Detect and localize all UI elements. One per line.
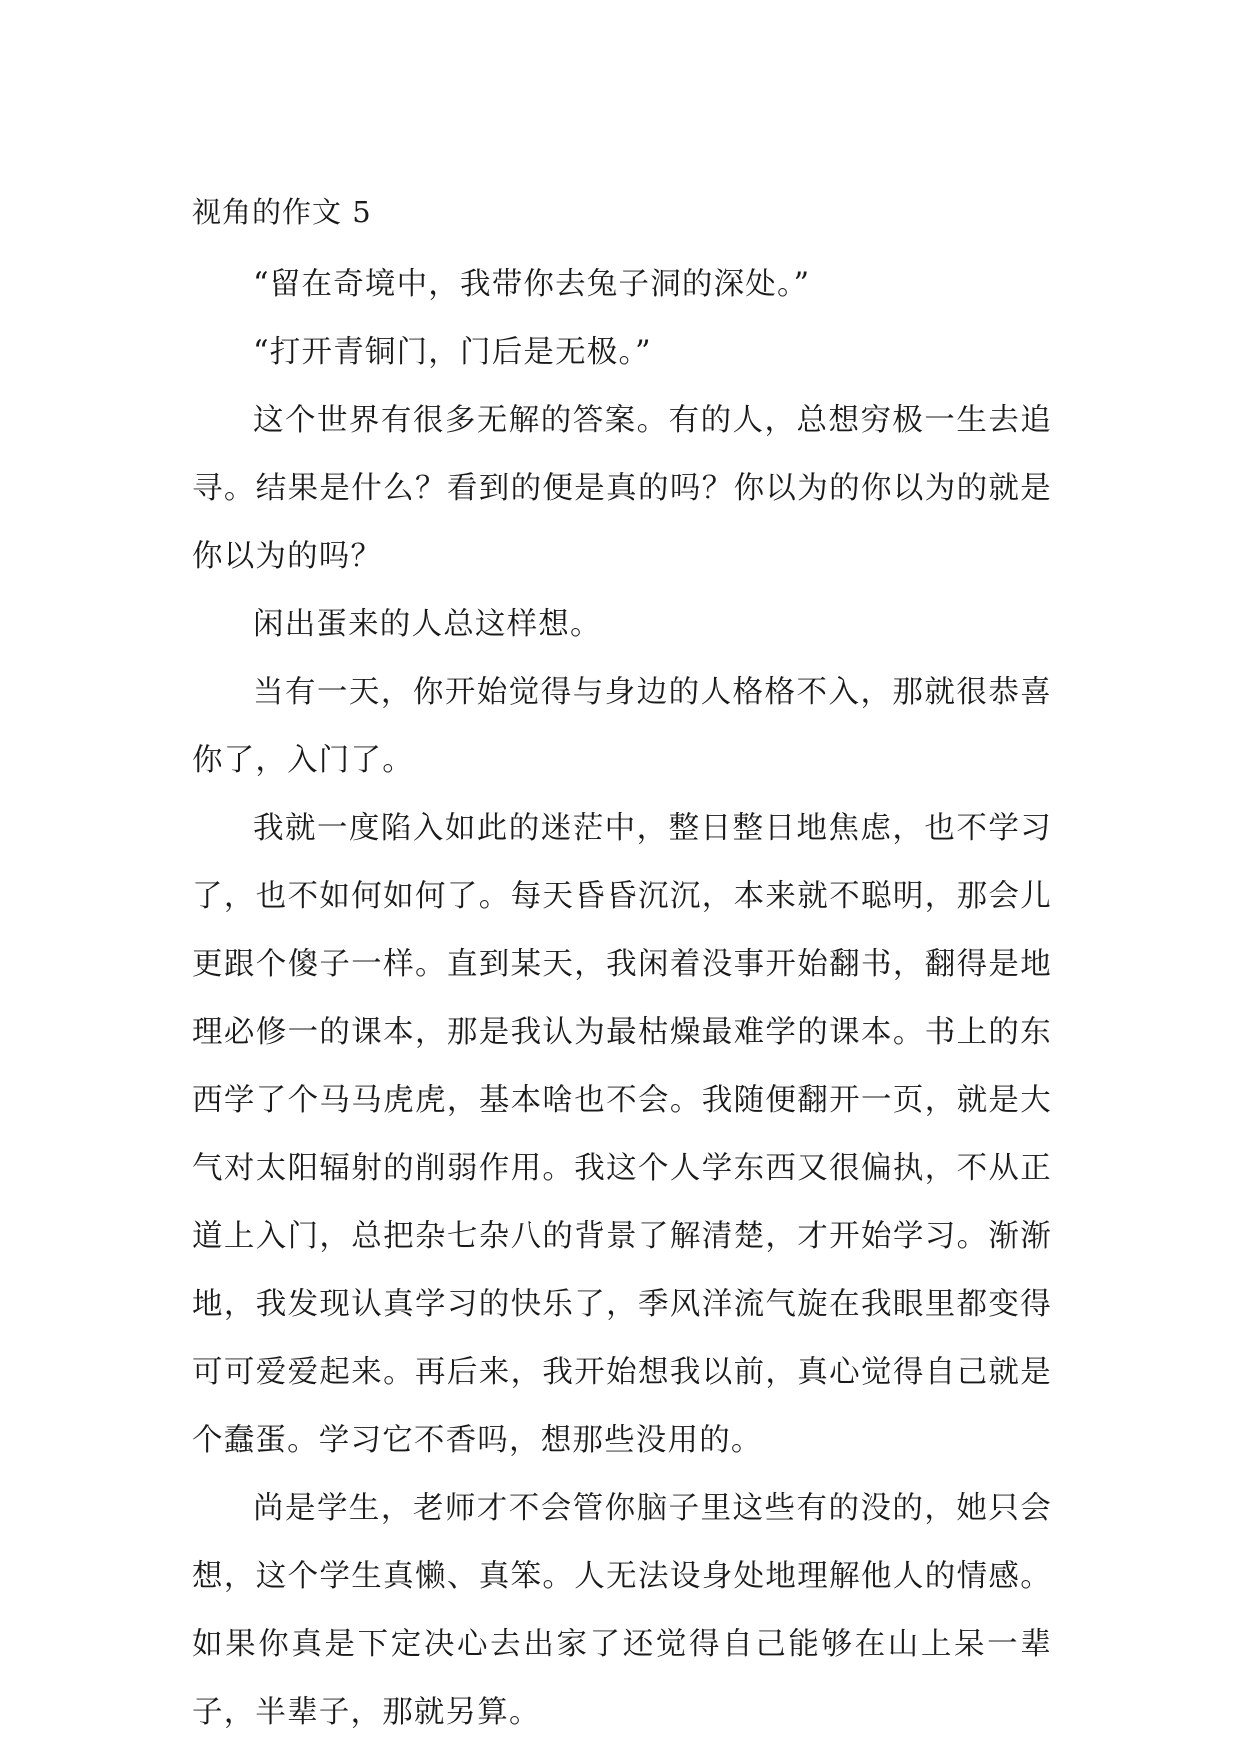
paragraph-out-of-place: 当有一天，你开始觉得与身边的人格格不入，那就很恭喜你了，入门了。 [192, 675, 1052, 778]
paragraph-unsolvable-answers: 这个世界有很多无解的答案。有的人，总想穷极一生去追寻。结果是什么？看到的便是真的吗？你以为的你以为的就是你以为的吗？ [192, 403, 1052, 574]
paragraph-quote-bronze-door: “打开青铜门，门后是无极。” [253, 335, 652, 370]
document-title: 视角的作文 5 [192, 195, 372, 229]
document-body [192, 195, 1052, 1747]
paragraph-geography-story: 我就一度陷入如此的迷茫中，整日整日地焦虑，也不学习了，也不如何如何了。每天昏昏沉沉，本来就不聪明，那会儿更跟个傻子一样。直到某天，我闲着没事开始翻书，翻得是地理必修一的课本，那是我认为最枯燥最难学的课本。书上的东西学了个马马虎虎，基本啥也不会。我随便翻开一页，就是大气对太阳辐射的削弱作用。我这个人学东西又很偏执，不从正道上入门，总把杂七杂八的背景了解清楚，才开始学习。渐渐地，我发现认真学习的快乐了，季风洋流气旋在我眼里都变得可可爱爱起来。再后来，我开始想我以前，真心觉得自己就是个蠢蛋。学习它不香吗，想那些没用的。 [192, 811, 1052, 1458]
paragraph-quote-wonderland: “留在奇境中，我带你去兔子洞的深处。” [253, 267, 811, 302]
paragraph-student-teacher: 尚是学生，老师才不会管你脑子里这些有的没的，她只会想，这个学生真懒、真笨。人无法设身处地理解他人的情感。如果你真是下定决心去出家了还觉得自己能够在山上呆一辈子，半辈子，那就另算。 [192, 1491, 1052, 1730]
paragraph-idle-thoughts: 闲出蛋来的人总这样想。 [253, 607, 602, 642]
